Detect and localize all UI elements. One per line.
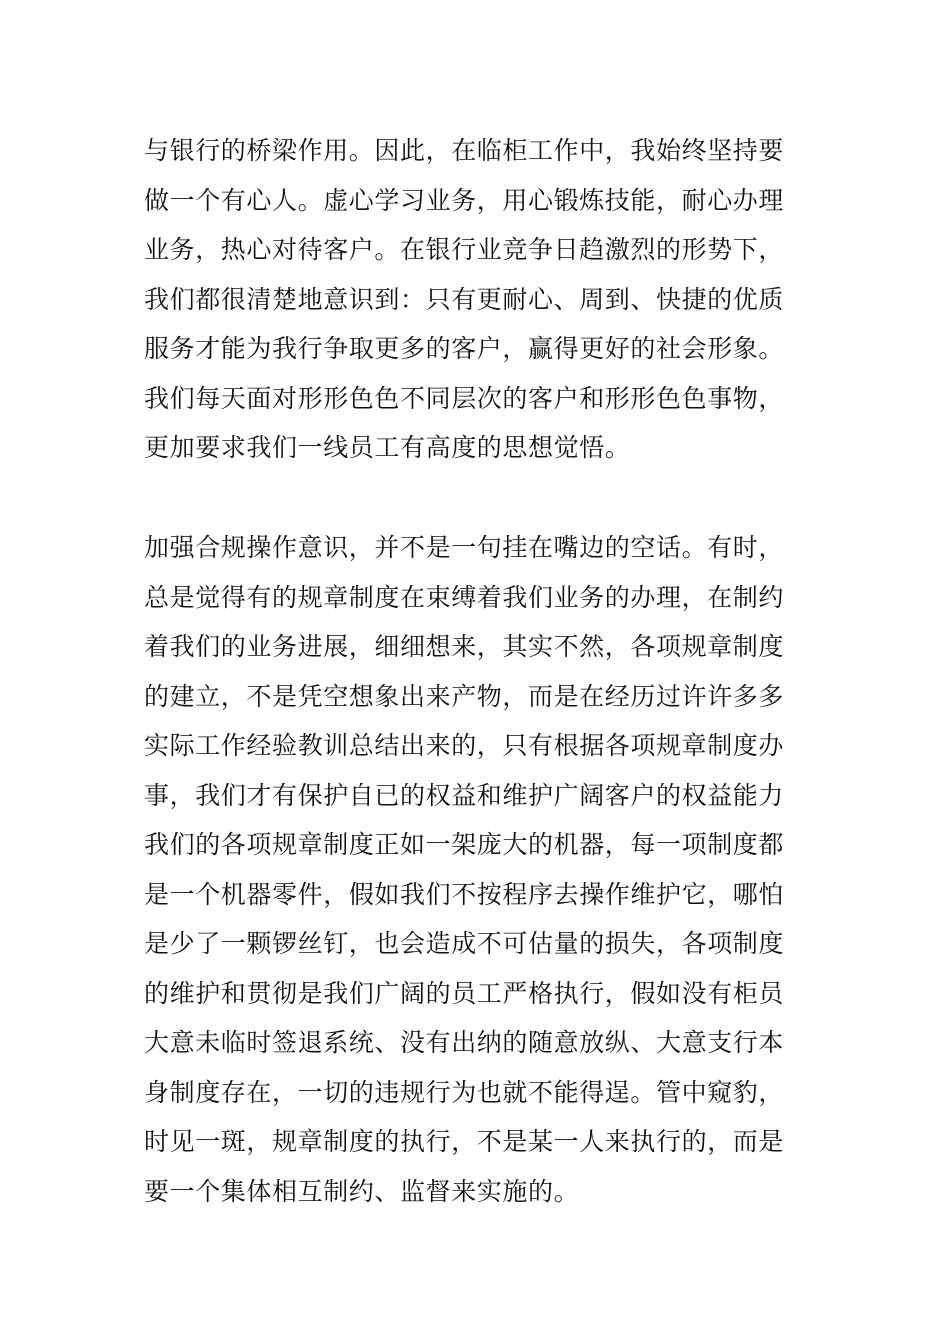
paragraph-line: 实际工作经验教训总结出来的，只有根据各项规章制度办: [144, 731, 785, 760]
paragraph-line: 业务，热心对待客户。在银行业竞争日趋激烈的形势下，: [144, 235, 785, 264]
paragraph-line: 加强合规操作意识，并不是一句挂在嘴边的空话。有时，: [144, 533, 785, 562]
paragraph-1: [144, 126, 814, 473]
paragraph-line: 我们都很清楚地意识到：只有更耐心、周到、快捷的优质: [144, 284, 785, 314]
paragraph-line: 我们的各项规章制度正如一架庞大的机器，每一项制度都: [144, 830, 785, 859]
paragraph-line: 时见一斑，规章制度的执行，不是某一人来执行的，而是: [144, 1127, 785, 1156]
paragraph-line: 事，我们才有保护自已的权益和维护广阔客户的权益能力: [144, 780, 785, 810]
paragraph-line: 更加要求我们一线员工有高度的思想觉悟。: [144, 433, 631, 462]
paragraph-2: [144, 523, 814, 1216]
paragraph-line: 的维护和贯彻是我们广阔的员工严格执行，假如没有柜员: [144, 978, 785, 1008]
paragraph-line: 大意未临时签退系统、没有出纳的随意放纵、大意支行本: [144, 1028, 785, 1057]
paragraph-line: 服务才能为我行争取更多的客户，赢得更好的社会形象。: [144, 334, 785, 363]
paragraph-line: 是少了一颗锣丝钉，也会造成不可估量的损失，各项制度: [144, 929, 785, 958]
paragraph-line: 身制度存在，一切的违规行为也就不能得逞。管中窥豹，: [144, 1077, 785, 1107]
paragraph-line: 是一个机器零件，假如我们不按程序去操作维护它，哪怕: [144, 879, 785, 909]
paragraph-line: 做一个有心人。虚心学习业务，用心锻炼技能，耐心办理: [144, 185, 785, 215]
paragraph-line: 的建立，不是凭空想象出来产物，而是在经历过许许多多: [144, 681, 785, 711]
paragraph-line: 总是觉得有的规章制度在束缚着我们业务的办理，在制约: [144, 582, 785, 612]
paragraph-line: 要一个集体相互制约、监督来实施的。: [144, 1176, 580, 1206]
paragraph-line: 着我们的业务进展，细细想来，其实不然，各项规章制度: [144, 632, 785, 661]
paragraph-line: 与银行的桥梁作用。因此，在临柜工作中，我始终坚持要: [144, 136, 785, 165]
paragraph-line: 我们每天面对形形色色不同层次的客户和形形色色事物，: [144, 383, 785, 413]
